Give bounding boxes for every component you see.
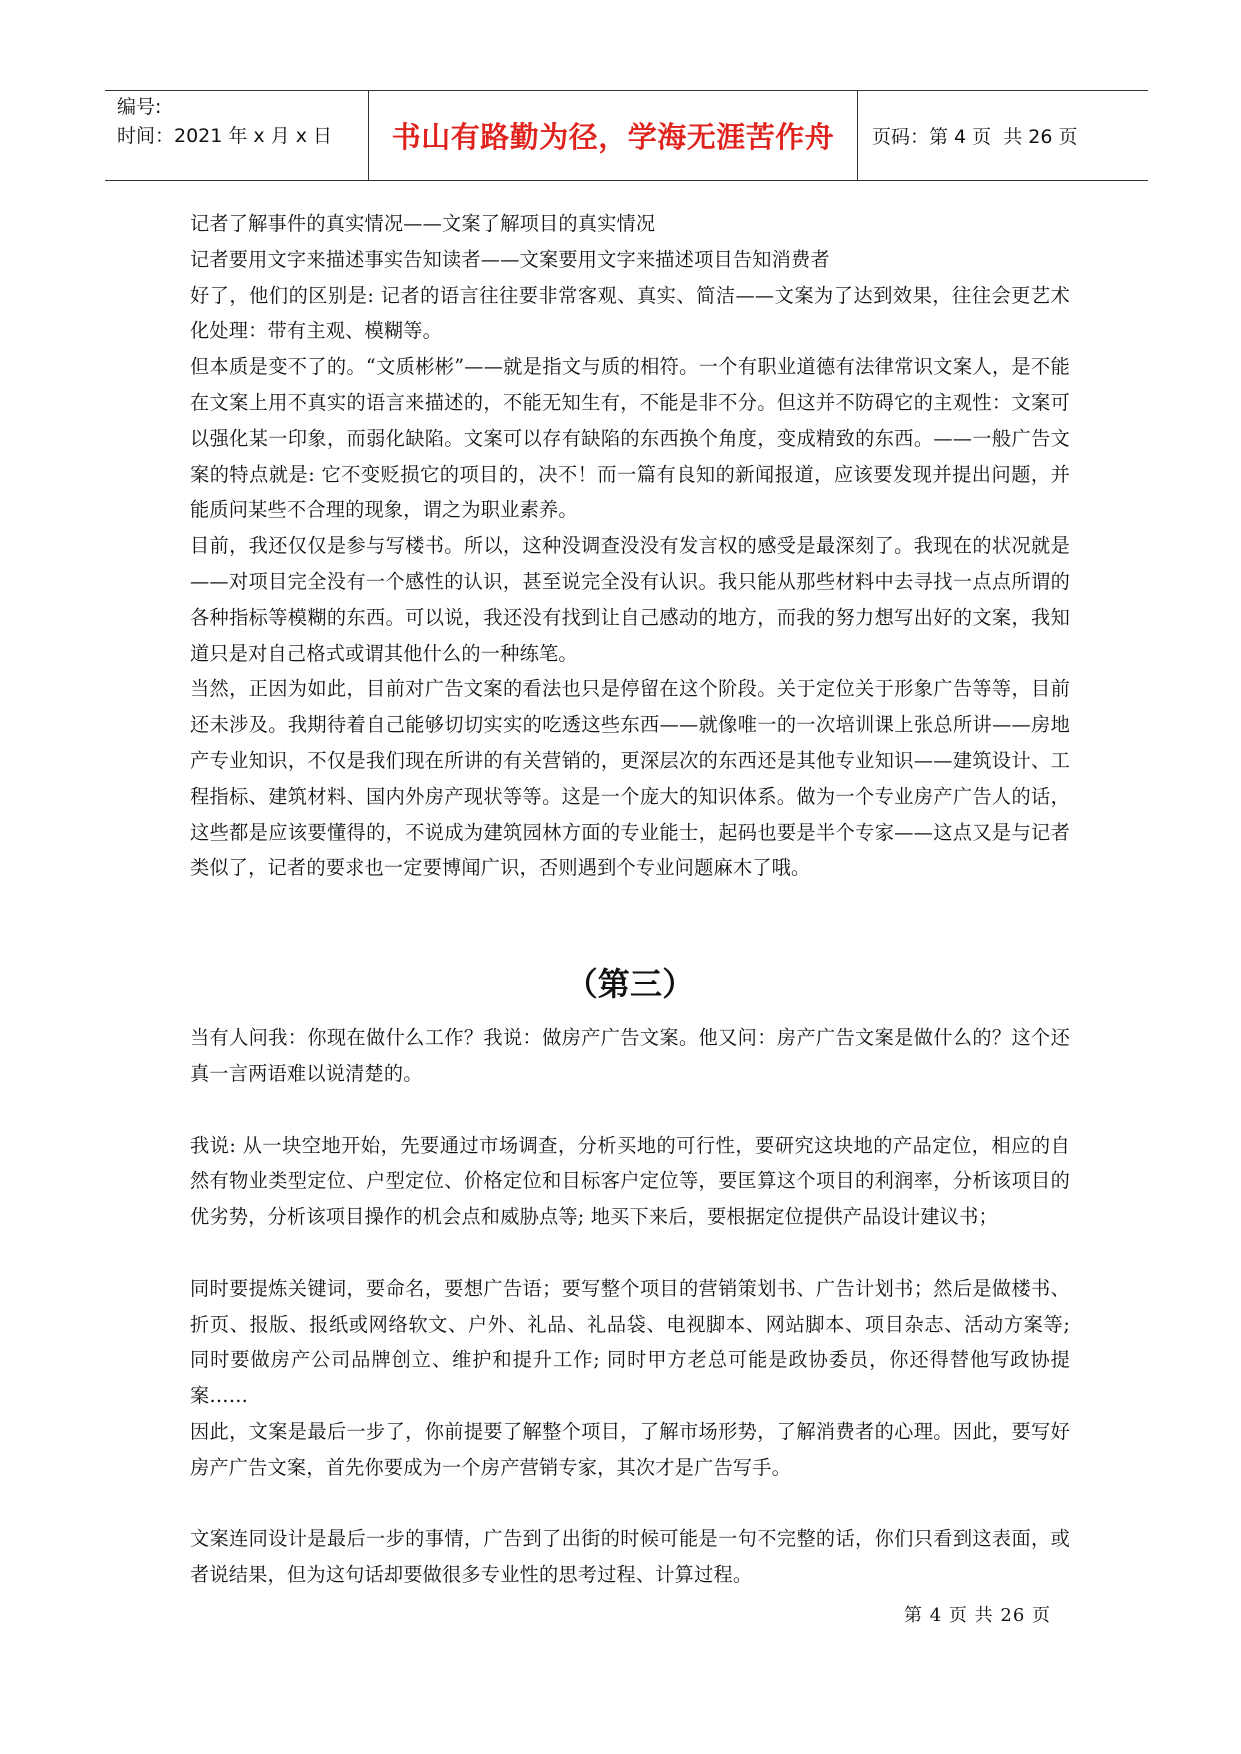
paragraph: 当然，正因为如此，目前对广告文案的看法也只是停留在这个阶段。关于定位关于形象广告等等，目前还未涉及。我期待着自己能够切切实实的吃透这些东西——就像唯一的一次培训课上张总所讲——房地产专业知识，不仅是我们现在所讲的有关营销的，更深层次的东西还是其他专业知识——建筑设计、工程指标、建筑材料、国内外房产现状等等。这是一个庞大的知识体系。做为一个专业房产广告人的话，这些都是应该要懂得的，不说成为建筑园林方面的专业能士，起码也要是半个专家——这点又是与记者类似了，记者的要求也一定要博闻广识，否则遇到个专业问题麻木了哦。	[190, 677, 1070, 880]
paragraph: 记者了解事件的真实情况——文案了解项目的真实情况	[190, 212, 656, 235]
paragraph-gap	[190, 1092, 1070, 1128]
paragraph: 我说: 从一块空地开始，先要通过市场调查，分析买地的可行性，要研究这块地的产品定位，相应的自然有物业类型定位、户型定位、价格定位和目标客户定位等，要匡算这个项目的利润率，分析该项目的优劣势，分析该项目操作的机会点和威胁点等; 地买下来后，要根据定位提供产品设计建议书；	[190, 1133, 1070, 1229]
section-spacer	[190, 886, 1070, 964]
header-meta	[105, 91, 369, 180]
section-title: （第三）	[565, 965, 695, 1004]
paragraph: 但本质是变不了的。“文质彬彬”——就是指文与质的相符。一个有职业道德有法律常识文案人，是不能在文案上用不真实的语言来描述的，不能无知生有，不能是非不分。但这并不防碍它的主观性：文案可以强化某一印象，而弱化缺陷。文案可以存有缺陷的东西换个角度，变成精致的东西。——一般广告文案的特点就是: 它不变贬损它的项目的，决不！而一篇有良知的新闻报道，应该要发现并提出问题，并能质问某些不合理的现象，谓之为职业素养。	[190, 355, 1070, 522]
paragraph-gap	[190, 1486, 1070, 1522]
paragraph: 当有人问我：你现在做什么工作？我说：做房产广告文案。他又问：房产广告文案是做什么的？这个还真一言两语难以说清楚的。	[190, 1026, 1070, 1085]
page-info-text: 页码：第 4 页 共 26 页	[872, 126, 1078, 148]
document-body	[190, 206, 1070, 1593]
paragraph: 因此，文案是最后一步了，你前提要了解整个项目，了解市场形势，了解消费者的心理。因此，要写好房产广告文案，首先你要成为一个房产营销专家，其次才是广告写手。	[190, 1419, 1070, 1479]
header-page-info	[858, 91, 1148, 180]
paragraph: 好了，他们的区别是: 记者的语言往往要非常客观、真实、简洁——文案为了达到效果，往往会更艺术化处理：带有主观、模糊等。	[190, 283, 1070, 343]
paragraph: 记者要用文字来描述事实告知读者——文案要用文字来描述项目告知消费者	[190, 247, 830, 271]
paragraph-gap	[190, 1235, 1070, 1271]
section-spacer	[190, 1004, 1070, 1020]
paragraph: 文案连同设计是最后一步的事情，广告到了出街的时候可能是一句不完整的话，你们只看到这表面，或者说结果，但为这句话却要做很多专业性的思考过程、计算过程。	[190, 1527, 1070, 1587]
paragraph: 目前，我还仅仅是参与写楼书。所以，这种没调查没没有发言权的感受是最深刻了。我现在的状况就是——对项目完全没有一个感性的认识，甚至说完全没有认识。我只能从那些材料中去寻找一点点所谓的各种指标等模糊的东西。可以说，我还没有找到让自己感动的地方，而我的努力想写出好的文案，我知道只是对自己格式或谓其他什么的一种练笔。	[190, 534, 1070, 665]
header-motto: 书山有路勤为径，学海无涯苦作舟	[369, 91, 858, 180]
paragraph: 同时要提炼关键词，要命名，要想广告语；要写整个项目的营销策划书、广告计划书；然后是做楼书、折页、报版、报纸或网络软文、户外、礼品、礼品袋、电视脚本、网站脚本、项目杂志、活动方案等; 同时要做房产公司品牌创立、维护和提升工作; 同时甲方老总可能是政协委员，你还得替他写政协提案……	[190, 1276, 1070, 1408]
page-header	[105, 90, 1148, 181]
page-footer: 第 4 页 共 26 页	[904, 1605, 1051, 1626]
document-time: 时间：2021 年 x 月 x 日	[117, 125, 333, 147]
document-number-label: 编号:	[117, 96, 162, 118]
